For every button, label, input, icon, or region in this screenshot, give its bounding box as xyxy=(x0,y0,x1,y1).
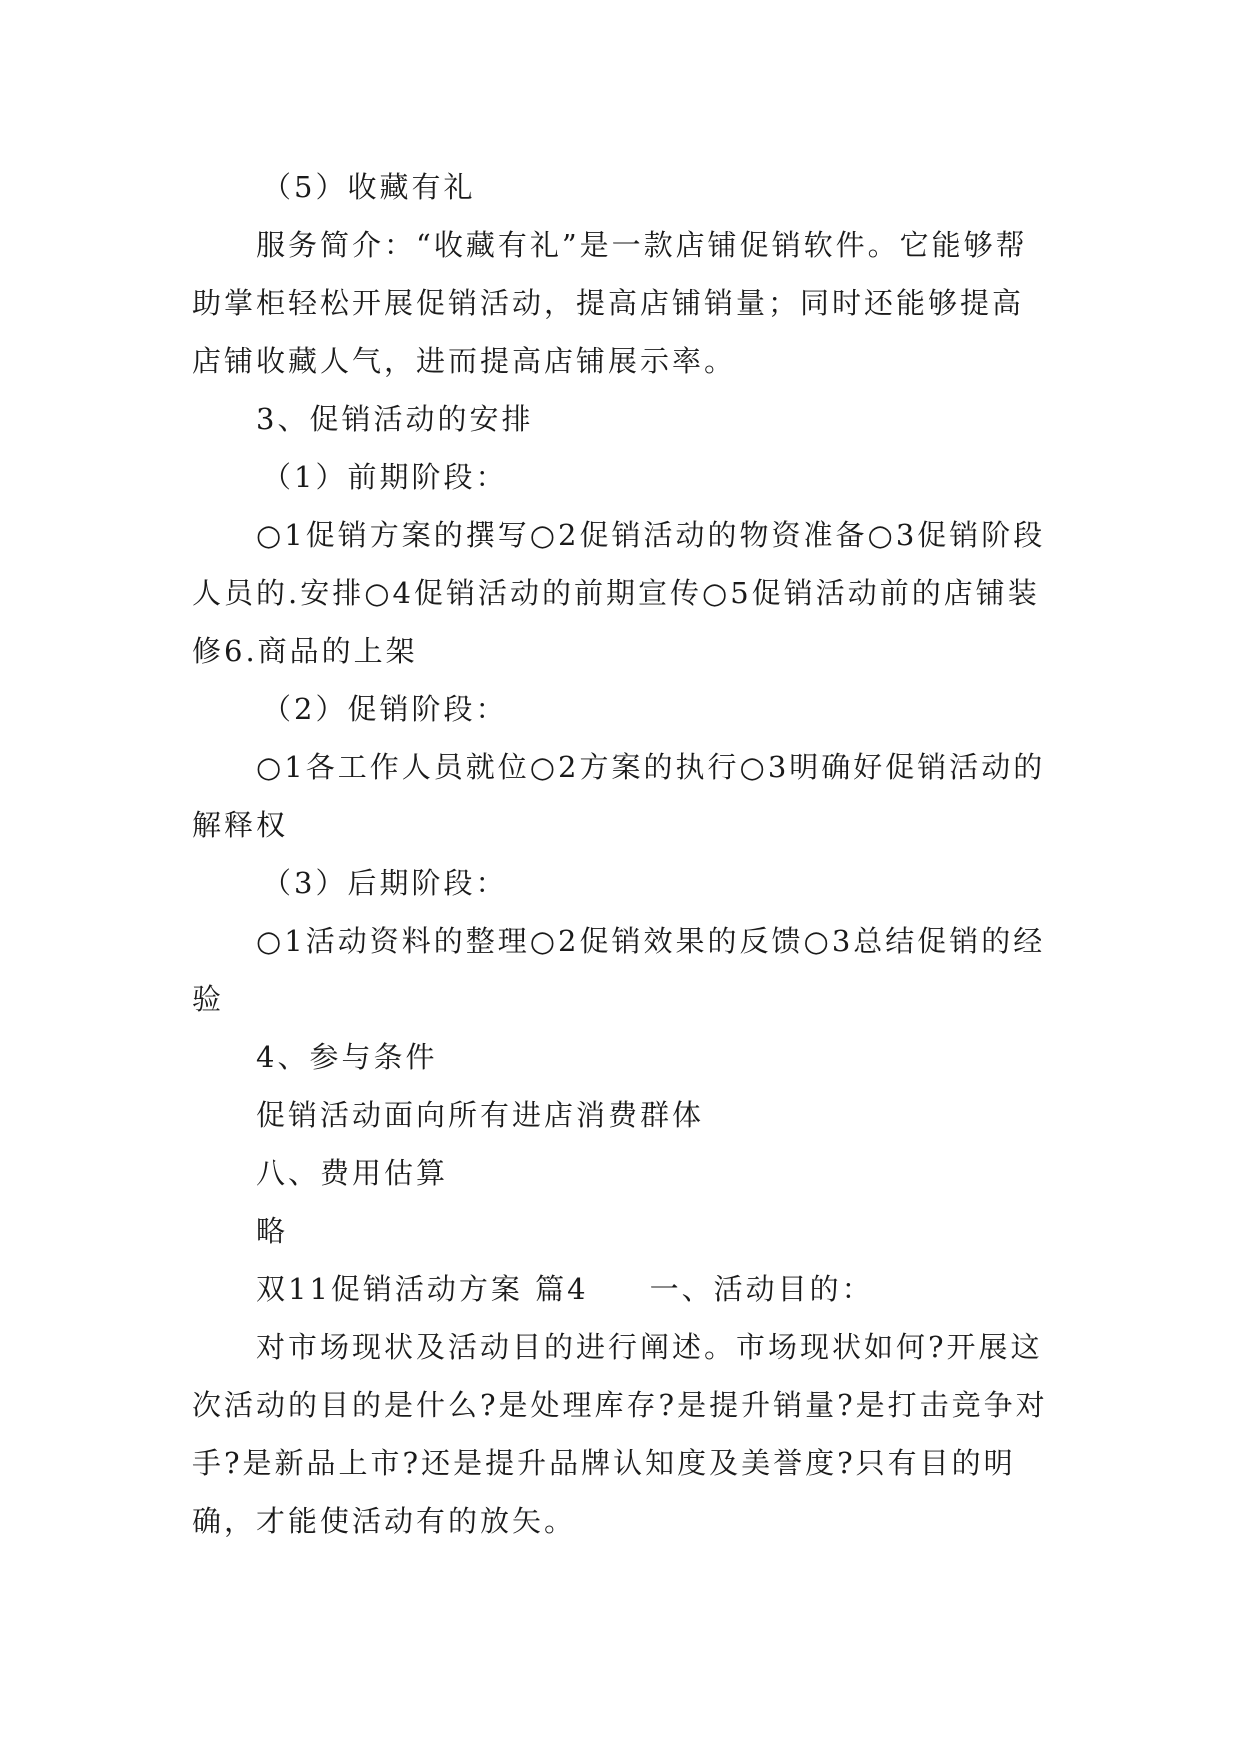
service-intro-paragraph: 服务简介：“收藏有礼”是一款店铺促销软件。它能够帮助掌柜轻松开展促销活动，提高店铺销量；同时还能够提高店铺收藏人气，进而提高店铺展示率。 xyxy=(192,228,1028,378)
section-heading-favorite-gift: （5）收藏有礼 xyxy=(262,170,476,204)
section-heading-cost-estimate: 八、费用估算 xyxy=(256,1156,449,1190)
activity-purpose-paragraph: 对市场现状及活动目的进行阐述。市场现状如何?开展这次活动的目的是什么?是处理库存?是提升销量?是打击竞争对手?是新品上市?还是提升品牌认知度及美誉度?只有目的明确，才能使活动有的放矢。 xyxy=(192,1330,1048,1538)
plan-title-line: 双11促销活动方案 篇4 一、活动目的： xyxy=(256,1272,874,1306)
document-body xyxy=(192,158,1052,1550)
early-stage-items: ○1促销方案的撰写○2促销活动的物资准备○3促销阶段人员的.安排○4促销活动的前期宣传○5促销活动前的店铺装修6.商品的上架 xyxy=(192,518,1046,668)
section-heading-promotion-schedule: 3、促销活动的安排 xyxy=(256,402,534,436)
participation-text: 促销活动面向所有进店消费群体 xyxy=(256,1098,705,1132)
subheading-promotion-stage: （2）促销阶段： xyxy=(262,692,508,726)
subheading-late-stage: （3）后期阶段： xyxy=(262,866,508,900)
section-heading-participation: 4、参与条件 xyxy=(256,1040,438,1074)
cost-estimate-text: 略 xyxy=(256,1214,289,1248)
promotion-stage-items: ○1各工作人员就位○2方案的执行○3明确好促销活动的解释权 xyxy=(192,750,1046,842)
late-stage-items: ○1活动资料的整理○2促销效果的反馈○3总结促销的经验 xyxy=(192,924,1046,1016)
subheading-early-stage: （1）前期阶段： xyxy=(262,460,508,494)
